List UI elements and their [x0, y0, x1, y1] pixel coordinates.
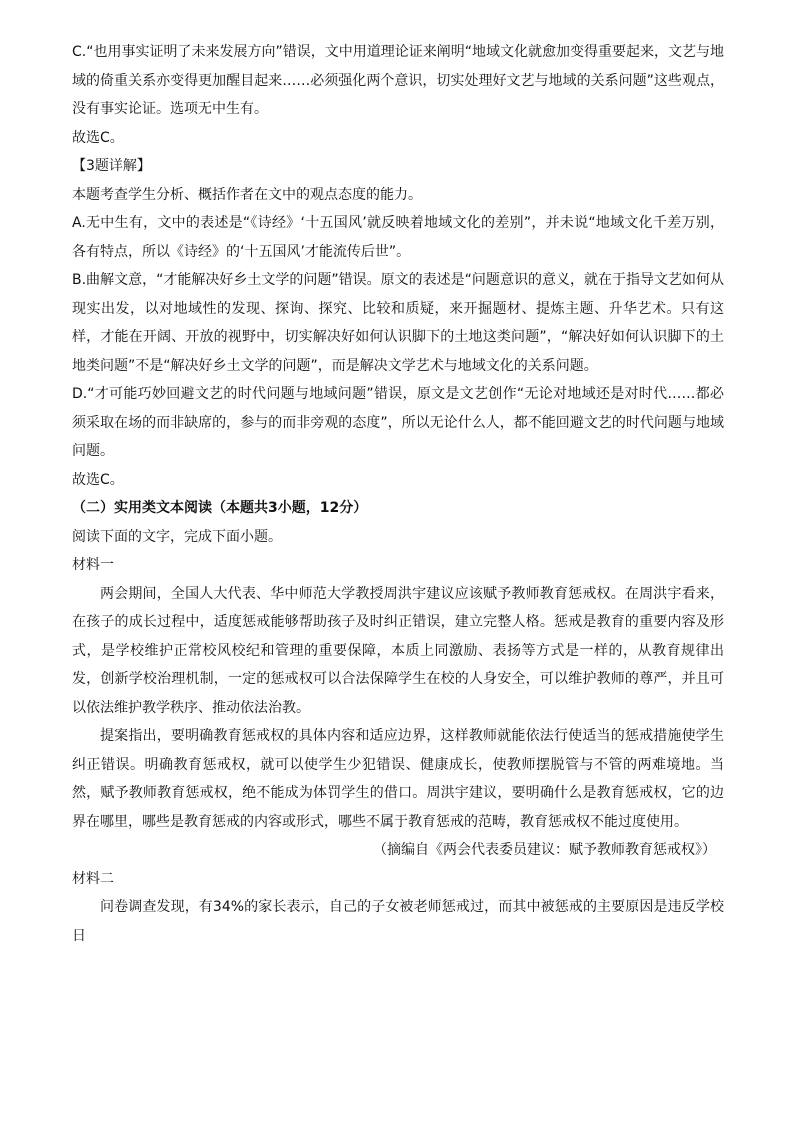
- section-heading: （二）实用类文本阅读（本题共3小题，12分）: [72, 500, 368, 516]
- option-a-explanation: A.无中生有，文中的表述是“《诗经》‘十五国风’就反映着地域文化的差别”，并未说“地域文化千差万别，各有特点，所以《诗经》的‘十五国风’才能流传后世”。: [72, 215, 724, 260]
- question-3-heading: 【3题详解】: [72, 158, 151, 174]
- option-c-explanation: C.“也用事实证明了未来发展方向”错误，文中用道理论证来阐明“地域文化就愈加变得重要起来，文艺与地域的倚重关系亦变得更加醒目起来……必须强化两个意识，切实处理好文艺与地域的关系问题”这些观点，没有事实论证。选项无中生有。: [72, 44, 724, 117]
- question-3-intro: 本题考查学生分析、概括作者在文中的观点态度的能力。: [72, 186, 422, 203]
- document-body: [72, 38, 724, 950]
- answer-c: 故选C。: [72, 129, 124, 146]
- reading-instruction: 阅读下面的文字，完成下面小题。: [72, 528, 282, 545]
- answer-c: 故选C。: [72, 471, 124, 488]
- option-b-explanation: B.曲解文意，“才能解决好乡土文学的问题”错误。原文的表述是“问题意识的意义，就在于指导文艺如何从现实出发，以对地域性的发现、探询、探究、比较和质疑，来开掘题材、提炼主题、升华艺术。只有这样，才能在开阔、开放的视野中，切实解决好如何认识脚下的土地这类问题”，“解决好如何认识脚下的土地类问题”不是“解决好乡土文学的问题”，而是解决文学艺术与地域文化的关系问题。: [72, 272, 724, 374]
- option-d-explanation: D.“才可能巧妙回避文艺的时代问题与地域问题”错误，原文是文艺创作“无论对地域还是对时代……都必须采取在场的而非缺席的，参与的而非旁观的态度”，所以无论什么人，都不能回避文艺的时代问题与地域问题。: [72, 386, 724, 459]
- material-2-label: 材料二: [72, 870, 114, 887]
- material-1-paragraph: 两会期间，全国人大代表、华中师范大学教授周洪宇建议应该赋予教师教育惩戒权。在周洪宇看来，在孩子的成长过程中，适度惩戒能够帮助孩子及时纠正错误，建立完整人格。惩戒是教育的重要内容及形式，是学校维护正常校风校纪和管理的重要保障，本质上同激励、表扬等方式是一样的，从教育规律出发，创新学校治理机制，一定的惩戒权可以合法保障学生在校的人身安全，可以维护教师的尊严，并且可以依法维护教学秩序、推动依法治教。: [72, 585, 724, 716]
- material-1-label: 材料一: [72, 557, 114, 573]
- material-1-paragraph: 提案指出，要明确教育惩戒权的具体内容和适应边界，这样教师就能依法行使适当的惩戒措施使学生纠正错误。明确教育惩戒权，就可以使学生少犯错误、健康成长，使教师摆脱管与不管的两难境地。当然，赋予教师教育惩戒权，绝不能成为体罚学生的借口。周洪宇建议，要明确什么是教育惩戒权，它的边界在哪里，哪些是教育惩戒的内容或形式，哪些不属于教育惩戒的范畴，教育惩戒权不能过度使用。: [72, 728, 724, 830]
- material-2-paragraph: 问卷调查发现，有34%的家长表示，自己的子女被老师惩戒过，而其中被惩戒的主要原因是违反学校日: [72, 899, 724, 944]
- material-1-source: （摘编自《两会代表委员建议：赋予教师教育惩戒权》）: [373, 842, 716, 858]
